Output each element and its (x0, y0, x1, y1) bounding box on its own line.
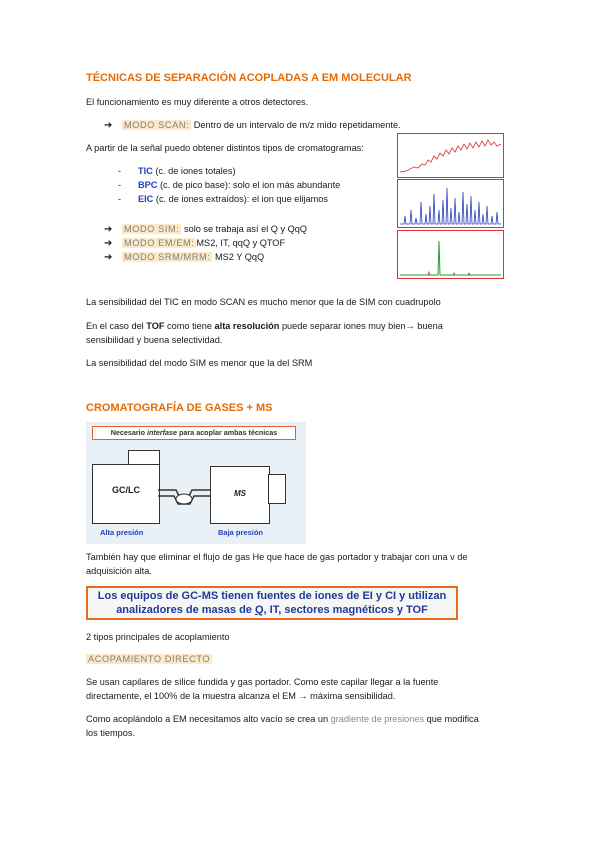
mode-item-sim (104, 223, 307, 236)
scan-mode-label: MODO SCAN: (124, 120, 190, 130)
mode-desc: MS2, IT, qqQ y QTOF (196, 238, 286, 248)
vacuum-text-line-1: Como acoplándolo a EM necesitamos alto vacío se crea un gradiente de presiones que modifica (86, 714, 479, 724)
type-desc: (c. de iones totales) (155, 166, 236, 176)
coupling-interface-icon (158, 480, 210, 510)
intro-text: El funcionamiento es muy diferente a otros detectores. (86, 97, 309, 107)
bpc-chromatogram (397, 179, 504, 228)
tic-trace (398, 134, 503, 177)
type-abbr: BPC (138, 180, 158, 190)
type-desc: (c. de pico base): solo el ion más abundante (159, 180, 341, 190)
gc-lc-box (92, 464, 160, 524)
banner-line-1: Los equipos de GC-MS tienen fuentes de iones de EI y CI y utilizan (97, 590, 447, 602)
type-abbr: TIC (138, 166, 153, 176)
vacuum-text-line-2: los tiempos. (86, 728, 136, 738)
direct-coupling-heading (86, 653, 212, 666)
mode-item-srm (104, 251, 264, 264)
mode-desc: MS2 Y QqQ (214, 252, 265, 262)
gc-lc-label: GC/LC (112, 485, 140, 495)
direct-coupling-text-line-1: Se usan capilares de sílice fundida y gas portador. Como este capilar llegar a la fuente (86, 677, 439, 687)
coupling-types-text: 2 tipos principales de acoplamiento (86, 632, 230, 642)
sensitivity-sim-text: La sensibilidad del modo SIM es menor que la del SRM (86, 358, 313, 368)
low-pressure-caption: Baja presión (218, 528, 264, 537)
mode-label: MODO SRM/MRM: (124, 252, 211, 262)
scan-mode-line (104, 119, 401, 132)
mode-label: MODO EM/EM: (124, 238, 195, 248)
carrier-gas-text-line-2: adquisición alta. (86, 566, 152, 576)
type-item-eic: - EIC (c. de iones extraídos): el ion que elijamos (118, 194, 328, 204)
arrow-icon: ➔ (104, 252, 113, 263)
tof-text-line-1: En el caso del TOF como tiene alta resolución puede separar iones muy bien→ buena (86, 321, 443, 331)
arrow-icon: ➔ (104, 224, 113, 235)
high-pressure-caption: Alta presión (100, 528, 144, 537)
banner-line-2: analizadores de masas de Q, IT, sectores magnéticos y TOF (116, 603, 428, 616)
chromatograms-intro: A partir de la señal puedo obtener distintos tipos de cromatogramas: (86, 143, 364, 153)
sensitivity-tic-text: La sensibilidad del TIC en modo SCAN es mucho menor que la de SIM con cuadrupolo (86, 297, 441, 307)
eic-chromatogram (397, 230, 504, 279)
ms-box (210, 466, 270, 524)
type-item-tic: - TIC (c. de iones totales) (118, 166, 236, 176)
ms-side-box (268, 474, 286, 504)
direct-coupling-text-line-2: directamente, el 100% de la muestra alcanza el EM → máxima sensibilidad. (86, 691, 396, 701)
interface-diagram (86, 422, 306, 544)
direct-coupling-label: ACOPAMIENTO DIRECTO (88, 654, 211, 664)
type-item-bpc: - BPC (c. de pico base): solo el ion más abundante (118, 180, 341, 190)
tof-text-line-2: sensibilidad y buena selectividad. (86, 335, 223, 345)
ms-label: MS (234, 489, 246, 498)
interface-note: Necesario interfase para acoplar ambas técnicas (92, 426, 296, 440)
arrow-icon: ➔ (104, 120, 113, 131)
type-abbr: EIC (138, 194, 154, 204)
mode-label: MODO SIM: (124, 224, 180, 234)
mode-item-emem (104, 237, 285, 250)
type-desc: (c. de iones extraídos): el ion que elijamos (155, 194, 328, 204)
pressure-gradient-term: gradiente de presiones (330, 714, 425, 724)
scan-mode-desc: Dentro de un intervalo de m/z mido repetidamente. (193, 120, 401, 130)
section-title-gc-ms: CROMATOGRAFÍA DE GASES + MS (86, 402, 273, 414)
tic-chromatogram (397, 133, 504, 178)
carrier-gas-text-line-1: También hay que eliminar el flujo de gas He que hace de gas portador y trabajar con una v de (86, 552, 468, 562)
bpc-trace (398, 180, 503, 227)
eic-trace (398, 231, 503, 278)
section-title-separation: TÉCNICAS DE SEPARACIÓN ACOPLADAS A EM MOLECULAR (86, 72, 412, 84)
mode-desc: solo se trabaja así el Q y QqQ (183, 224, 308, 234)
gc-ms-equipment-banner (86, 586, 458, 620)
arrow-icon: ➔ (104, 238, 113, 249)
